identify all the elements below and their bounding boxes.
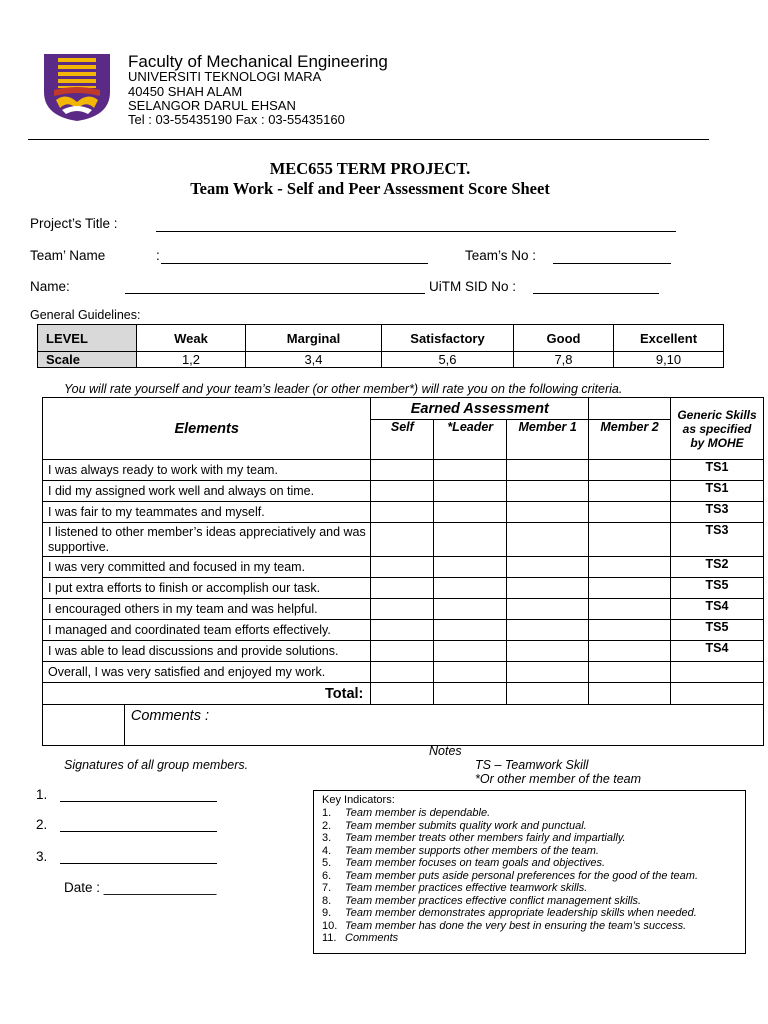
criterion-text: I was very committed and focused in my team. (43, 557, 371, 578)
key-indicator-text: Team member practices effective teamwork skills. (345, 882, 588, 894)
score-member1-cell[interactable] (507, 502, 589, 523)
key-indicators-box (313, 790, 746, 954)
score-leader-cell[interactable] (434, 641, 507, 662)
score-member1-cell[interactable] (507, 578, 589, 599)
key-indicator-text: Comments (345, 932, 399, 944)
level-excellent: Excellent (614, 325, 724, 352)
table-row (43, 557, 764, 578)
signature-line-1[interactable] (60, 801, 217, 802)
key-indicator-item (322, 870, 698, 883)
key-indicator-text: Team member practices effective conflict management skills. (345, 894, 642, 907)
level-header: LEVEL (38, 325, 137, 352)
criterion-text: I was fair to my teammates and myself. (43, 502, 371, 523)
score-leader-cell[interactable] (434, 599, 507, 620)
skill-code: TS3 (671, 523, 764, 557)
key-indicator-item (322, 807, 698, 820)
skill-code: TS1 (671, 481, 764, 502)
key-indicators-title: Key Indicators: (322, 794, 395, 806)
table-row (43, 523, 764, 557)
score-member1-cell[interactable] (507, 599, 589, 620)
document-title: MEC655 TERM PROJECT. (269, 159, 471, 178)
signature-number-3: 3. (36, 849, 48, 864)
table-row (43, 599, 764, 620)
faculty-name: Faculty of Mechanical Engineering (128, 52, 388, 71)
address-postcode: 40450 SHAH ALAM (128, 84, 243, 99)
key-indicator-item (322, 882, 698, 895)
criterion-text: I was always ready to work with my team. (43, 460, 371, 481)
score-member1-cell[interactable] (507, 460, 589, 481)
score-member2-cell[interactable] (589, 662, 671, 683)
table-row (43, 641, 764, 662)
key-indicator-number: 8. (322, 894, 332, 907)
score-leader-cell[interactable] (434, 460, 507, 481)
score-member2-cell[interactable] (589, 599, 671, 620)
score-self-cell[interactable] (371, 502, 434, 523)
table-row (43, 460, 764, 481)
score-member2-cell[interactable] (589, 557, 671, 578)
total-leader[interactable] (434, 683, 507, 705)
assessment-intro: You will rate yourself and your team’s leader (or other member*) will rate you on the following criteria. (64, 382, 623, 396)
score-member2-cell[interactable] (589, 460, 671, 481)
sid-label: UiTM SID No : (429, 279, 517, 294)
score-member1-cell[interactable] (507, 557, 589, 578)
key-indicator-number: 5. (322, 857, 332, 869)
key-indicator-item (322, 907, 698, 920)
key-indicator-number: 7. (322, 882, 332, 894)
table-row (43, 502, 764, 523)
key-indicators-list (322, 807, 698, 945)
score-member2-cell[interactable] (589, 578, 671, 599)
score-member1-cell[interactable] (507, 641, 589, 662)
level-scale-table (37, 324, 724, 368)
signature-line-2[interactable] (60, 831, 217, 832)
guidelines-label: General Guidelines: (30, 308, 141, 322)
criterion-text: I listened to other member’s ideas appreciatively and was supportive. (43, 523, 371, 557)
scale-excellent: 9,10 (614, 352, 724, 368)
key-indicator-text: Team member treats other members fairly and impartially. (345, 832, 626, 844)
table-row (43, 620, 764, 641)
score-self-cell[interactable] (371, 641, 434, 662)
name-field[interactable] (125, 293, 425, 294)
score-member1-cell[interactable] (507, 523, 589, 557)
col-self: Self (371, 420, 434, 460)
level-good: Good (514, 325, 614, 352)
key-indicator-number: 10. (322, 919, 338, 932)
signatures-label: Signatures of all group members. (64, 758, 249, 772)
col-leader: *Leader (434, 420, 507, 460)
document-subtitle: Team Work - Self and Peer Assessment Score Sheet (190, 179, 550, 198)
score-leader-cell[interactable] (434, 620, 507, 641)
score-member1-cell[interactable] (507, 620, 589, 641)
level-marginal: Marginal (246, 325, 382, 352)
table-row (43, 481, 764, 502)
score-member2-cell[interactable] (589, 523, 671, 557)
key-indicator-number: 3. (322, 832, 332, 844)
project-title-label: Project’s Title : (30, 216, 118, 231)
table-row (43, 578, 764, 599)
contact-info: Tel : 03-55435190 Fax : 03-55435160 (128, 112, 345, 127)
score-self-cell[interactable] (371, 523, 434, 557)
skill-code: TS5 (671, 578, 764, 599)
key-indicator-item (322, 920, 698, 933)
key-indicator-text: Team member is dependable. (345, 807, 491, 819)
key-indicator-text: Team member supports other members of the team. (345, 844, 599, 857)
score-leader-cell[interactable] (434, 662, 507, 683)
level-weak: Weak (137, 325, 246, 352)
score-member2-cell[interactable] (589, 481, 671, 502)
score-self-cell[interactable] (371, 578, 434, 599)
signature-line-3[interactable] (60, 863, 217, 864)
header-divider (28, 139, 709, 140)
project-title-field[interactable] (156, 231, 676, 232)
level-satisfactory: Satisfactory (382, 325, 514, 352)
col-member1: Member 1 (507, 420, 589, 460)
skill-code: TS1 (671, 460, 764, 481)
scale-good: 7,8 (514, 352, 614, 368)
key-indicator-text: Team member submits quality work and punctual. (345, 819, 587, 832)
total-skills (671, 683, 764, 705)
comments-cell[interactable] (124, 705, 763, 746)
scale-satisfactory: 5,6 (382, 352, 514, 368)
comments-label: Comments : (130, 708, 210, 724)
total-member1[interactable] (507, 683, 589, 705)
key-indicator-number: 4. (322, 844, 332, 857)
key-indicator-number: 9. (322, 907, 332, 919)
generic-skills-header: Generic Skills as specified by MOHE (671, 398, 764, 460)
total-label: Total: (43, 683, 371, 705)
score-leader-cell[interactable] (434, 481, 507, 502)
criterion-text: I encouraged others in my team and was helpful. (43, 599, 371, 620)
skill-code: TS3 (671, 502, 764, 523)
key-indicator-item (322, 820, 698, 833)
key-indicator-item (322, 857, 698, 870)
score-leader-cell[interactable] (434, 523, 507, 557)
score-member2-cell[interactable] (589, 502, 671, 523)
key-indicator-text: Team member puts aside personal preferences for the good of the team. (345, 869, 699, 882)
score-self-cell[interactable] (371, 662, 434, 683)
score-self-cell[interactable] (371, 620, 434, 641)
key-indicator-item (322, 932, 698, 945)
key-indicator-number: 11. (322, 932, 337, 944)
signature-number-2: 2. (36, 817, 48, 832)
scale-header: Scale (38, 352, 137, 368)
score-self-cell[interactable] (371, 481, 434, 502)
score-leader-cell[interactable] (434, 578, 507, 599)
score-member1-cell[interactable] (507, 481, 589, 502)
col-member2: Member 2 (589, 420, 671, 460)
key-indicator-text: Team member focuses on team goals and objectives. (345, 857, 606, 869)
score-leader-cell[interactable] (434, 557, 507, 578)
team-no-field[interactable] (553, 263, 671, 264)
score-self-cell[interactable] (371, 599, 434, 620)
team-name-label: Team’ Name (30, 248, 106, 263)
team-no-label: Team’s No : (465, 248, 537, 263)
key-indicator-text: Team member has done the very best in ensuring the team’s success. (345, 919, 687, 932)
ts-note: TS – Teamwork Skill (475, 758, 589, 772)
score-self-cell[interactable] (371, 460, 434, 481)
assessment-table (42, 397, 764, 746)
skill-code (671, 662, 764, 683)
key-indicator-number: 1. (322, 807, 332, 819)
key-indicator-text: Team member demonstrates appropriate leadership skills when needed. (345, 907, 697, 919)
earned-blank-cell (589, 398, 671, 420)
criterion-text: I did my assigned work well and always on time. (43, 481, 371, 502)
score-member1-cell[interactable] (507, 662, 589, 683)
total-member2[interactable] (589, 683, 671, 705)
criterion-text: I put extra efforts to finish or accomplish our task. (43, 578, 371, 599)
address-state: SELANGOR DARUL EHSAN (128, 98, 296, 113)
score-self-cell[interactable] (371, 557, 434, 578)
key-indicator-item (322, 845, 698, 858)
comments-blank-cell (43, 705, 125, 746)
score-member2-cell[interactable] (589, 620, 671, 641)
criterion-text: I managed and coordinated team efforts effectively. (43, 620, 371, 641)
criterion-text: Overall, I was very satisfied and enjoyed my work. (43, 662, 371, 683)
member-note: *Or other member of the team (475, 772, 642, 786)
skill-code: TS4 (671, 641, 764, 662)
skill-code: TS2 (671, 557, 764, 578)
date-field[interactable]: Date : _______________ (64, 880, 217, 895)
total-self[interactable] (371, 683, 434, 705)
university-name: UNIVERSITI TEKNOLOGI MARA (128, 69, 322, 84)
elements-header: Elements (43, 398, 371, 460)
notes-label: Notes (429, 744, 462, 758)
key-indicator-number: 2. (322, 819, 332, 832)
scale-weak: 1,2 (137, 352, 246, 368)
criterion-text: I was able to lead discussions and provide solutions. (43, 641, 371, 662)
team-name-field[interactable] (161, 263, 428, 264)
signature-number-1: 1. (36, 787, 48, 802)
score-leader-cell[interactable] (434, 502, 507, 523)
scale-marginal: 3,4 (246, 352, 382, 368)
skill-code: TS4 (671, 599, 764, 620)
score-member2-cell[interactable] (589, 641, 671, 662)
sid-field[interactable] (533, 293, 659, 294)
uitm-logo (42, 52, 112, 122)
skill-code: TS5 (671, 620, 764, 641)
name-label: Name: (30, 279, 70, 294)
key-indicator-item (322, 895, 698, 908)
earned-assessment-header: Earned Assessment (371, 398, 589, 420)
team-name-colon: : (156, 248, 160, 263)
key-indicator-item (322, 832, 698, 845)
key-indicator-number: 6. (322, 869, 332, 882)
table-row (43, 662, 764, 683)
